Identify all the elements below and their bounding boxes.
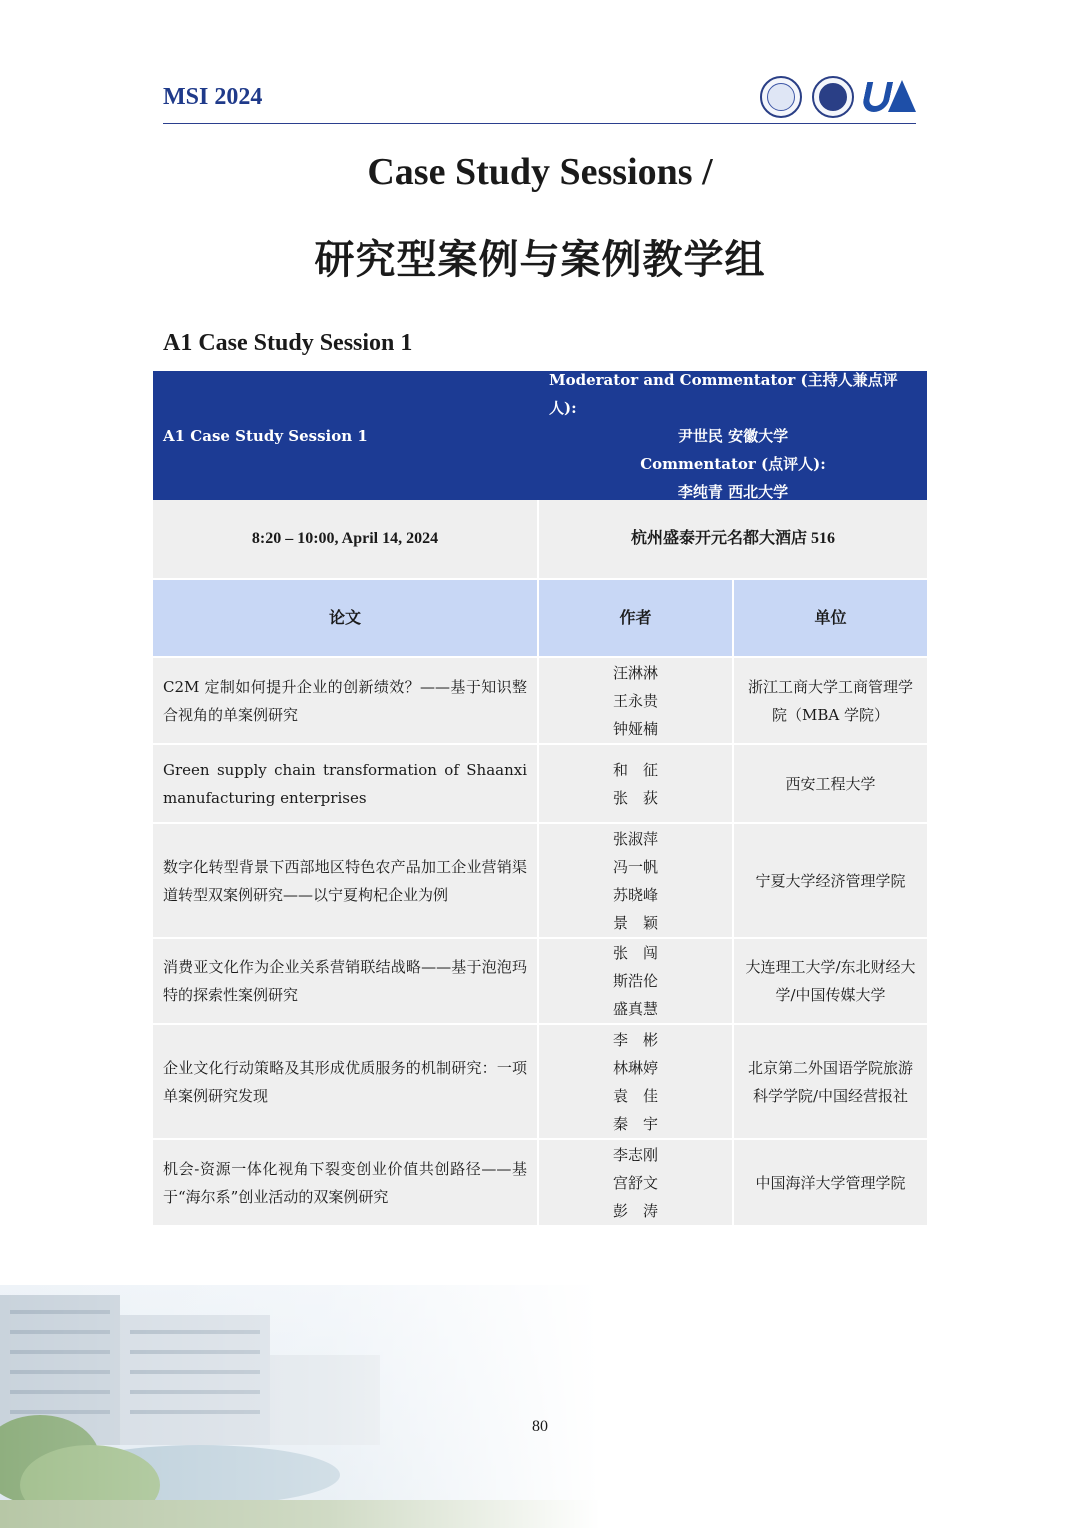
table-row: [153, 1025, 927, 1140]
page-header: [163, 72, 916, 124]
session-info-row: [153, 371, 927, 500]
paper-title: C2M 定制如何提升企业的创新绩效？——基于知识整合视角的单案例研究: [153, 658, 539, 745]
author-list: 李志刚 宫舒文 彭 涛: [539, 1140, 734, 1227]
page-title-english: Case Study Sessions /: [367, 151, 713, 193]
commentator-label: Commentator (点评人):: [640, 454, 826, 473]
paper-title: 机会-资源一体化视角下裂变创业价值共创路径——基于“海尔系”创业活动的双案例研究: [153, 1140, 539, 1227]
affiliation: 大连理工大学/东北财经大学/中国传媒大学: [734, 939, 927, 1025]
table-row: [153, 939, 927, 1025]
section-title: A1 Case Study Session 1: [163, 330, 413, 356]
paper-title: Green supply chain transformation of Shaanxi manufacturing enterprises: [153, 745, 539, 824]
affiliation: 宁夏大学经济管理学院: [734, 824, 927, 939]
university-seal-2-icon: [812, 76, 854, 118]
table-row: [153, 745, 927, 824]
moderator-name: 尹世民 安徽大学: [677, 426, 789, 445]
table-row: [153, 658, 927, 745]
author-list: 张 闯 斯浩伦 盛真慧: [539, 939, 734, 1025]
page-title-chinese: 研究型案例与案例教学组: [314, 236, 766, 283]
campus-illustration: [0, 1285, 600, 1528]
table-row: [153, 1140, 927, 1227]
header-paper: 论文: [153, 580, 539, 658]
session-name: A1 Case Study Session 1: [163, 426, 368, 445]
affiliation: 北京第二外国语学院旅游科学学院/中国经营报社: [734, 1025, 927, 1140]
moderator-block: [539, 371, 927, 500]
session-venue: 杭州盛泰开元名都大酒店 516: [539, 500, 927, 580]
author-list: 张淑萍 冯一帆 苏晓峰 景 颖: [539, 824, 734, 939]
affiliation: 西安工程大学: [734, 745, 927, 824]
moderator-label: Moderator and Commentator (主持人兼点评人):: [549, 370, 898, 417]
author-list: 汪淋淋 王永贵 钟娅楠: [539, 658, 734, 745]
time-venue-row: [153, 500, 927, 580]
table-row: [153, 824, 927, 939]
author-list: 李 彬 林琳婷 袁 佳 秦 宇: [539, 1025, 734, 1140]
header-affiliation: 单位: [734, 580, 927, 658]
logo-group: [760, 76, 916, 118]
brand-title: MSI 2024: [163, 84, 263, 110]
paper-title: 消费亚文化作为企业关系营销联结战略——基于泡泡玛特的探索性案例研究: [153, 939, 539, 1025]
affiliation: 浙江工商大学工商管理学院（MBA 学院）: [734, 658, 927, 745]
author-list: 和 征 张 荻: [539, 745, 734, 824]
paper-title: 企业文化行动策略及其形成优质服务的机制研究：一项单案例研究发现: [153, 1025, 539, 1140]
paper-title: 数字化转型背景下西部地区特色农产品加工企业营销渠道转型双案例研究——以宁夏枸杞企业为例: [153, 824, 539, 939]
session-time: 8:20 – 10:00, April 14, 2024: [153, 500, 539, 580]
header-authors: 作者: [539, 580, 734, 658]
page-number: 80: [532, 1418, 548, 1435]
commentator-name: 李纯青 西北大学: [677, 482, 789, 501]
affiliation: 中国海洋大学管理学院: [734, 1140, 927, 1227]
table-header-row: [153, 580, 927, 658]
university-seal-1-icon: [760, 76, 802, 118]
session-table: [153, 371, 927, 1227]
ua-logo-icon: [864, 76, 916, 118]
